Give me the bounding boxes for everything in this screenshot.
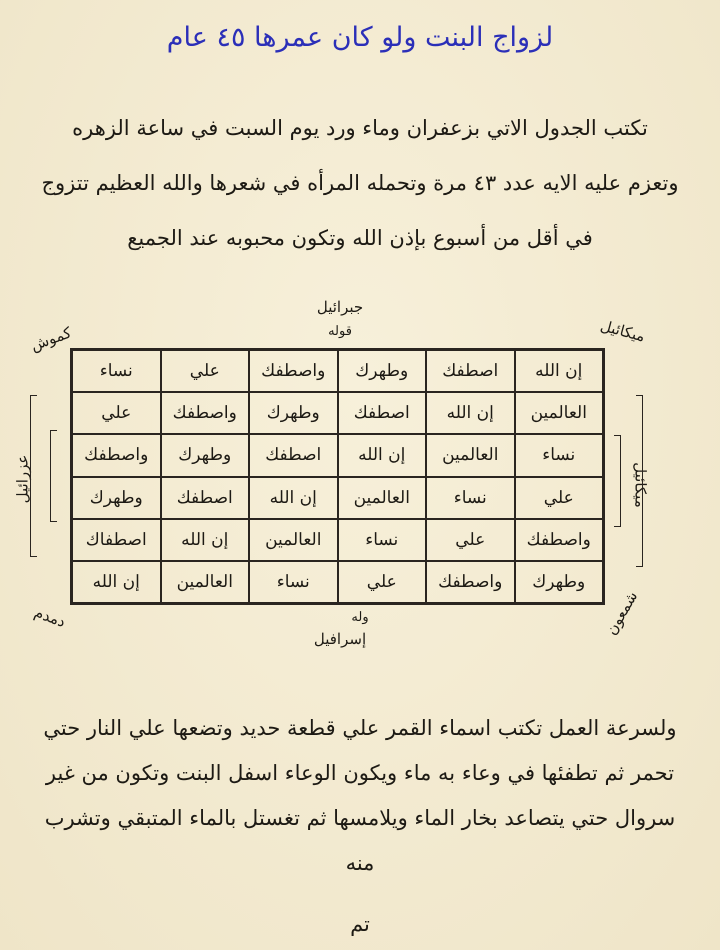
left-bracket-outer [30,395,37,557]
page-title: لزواج البنت ولو كان عمرها ٤٥ عام [166,22,554,53]
table-cell: إن الله [338,434,427,476]
table-cell: نساء [426,477,515,519]
table-cell: وطهرك [161,434,250,476]
outro-line: منه [345,851,375,875]
outro-line: ولسرعة العمل تكتب اسماء القمر علي قطعة حديد وتضعها علي النار حتي [43,716,677,740]
table-label-bottom-inner: وله [351,610,369,625]
table-cell: علي [72,392,161,434]
table-cell: اصطفك [426,350,515,392]
intro-line: تكتب الجدول الاتي بزعفران وماء ورد يوم السبت في ساعة الزهره [72,116,648,140]
talisman-table [70,348,605,605]
intro-paragraph [20,118,700,283]
intro-line: وتعزم عليه الايه عدد ٤٣ مرة وتحمله المرأه في شعرها والله العظيم تتزوج [41,171,679,195]
table-cell: واصطفك [515,519,604,561]
table-cell: علي [515,477,604,519]
table-label-left-bottom: دمدم [31,603,68,631]
table-cell: واصطفك [249,350,338,392]
table-cell: واصطفك [161,392,250,434]
table-cell: إن الله [72,561,161,603]
left-bracket-inner [50,430,57,522]
right-bracket-inner [614,435,621,527]
table-cell: علي [338,561,427,603]
table-cell: إن الله [515,350,604,392]
table-cell: اصطفك [338,392,427,434]
table-label-right-side: ميكائيل [631,462,650,508]
table-cell: العالمين [338,477,427,519]
table-label-right-bottom: شمعون [602,588,642,638]
table-cell: وطهرك [515,561,604,603]
table-label-right-top: ميكائيل [598,316,648,346]
table-cell: نساء [72,350,161,392]
table-cell: وطهرك [72,477,161,519]
table-cell: علي [426,519,515,561]
ending-word: تم [350,912,370,936]
table-cell: العالمين [161,561,250,603]
outro-line: سروال حتي يتصاعد بخار الماء ويلامسها ثم تغستل بالماء المتبقي وتشرب [44,806,676,830]
table-cell: اصطفك [249,434,338,476]
table-cell: علي [161,350,250,392]
table-cell: نساء [338,519,427,561]
outro-paragraph [14,718,706,893]
table-cell: إن الله [249,477,338,519]
outro-line: تحمر ثم تطفئها في وعاء به ماء ويكون الوعاء اسفل البنت وتكون من غير [45,761,675,785]
table-label-left-top: كموش [28,323,74,355]
table-cell: العالمين [249,519,338,561]
table-cell: العالمين [426,434,515,476]
table-cell: العالمين [515,392,604,434]
right-bracket-outer [636,395,643,567]
table-cell: وطهرك [249,392,338,434]
table-cell: إن الله [161,519,250,561]
table-cell: واصطفك [426,561,515,603]
table-cell: نساء [249,561,338,603]
table-label-top-outer: جبرائيل [316,298,364,316]
table-cell: اصطفاك [72,519,161,561]
intro-line: في أقل من أسبوع بإذن الله وتكون محبوبه عند الجميع [127,226,593,250]
table-cell: وطهرك [338,350,427,392]
table-cell: اصطفك [161,477,250,519]
table-label-top-inner: قوله [328,324,352,339]
table-label-bottom-outer: إسرافيل [313,630,367,648]
table-label-left-side: عزرائيل [13,454,32,504]
table-cell: واصطفك [72,434,161,476]
table-cell: إن الله [426,392,515,434]
table-cell: نساء [515,434,604,476]
